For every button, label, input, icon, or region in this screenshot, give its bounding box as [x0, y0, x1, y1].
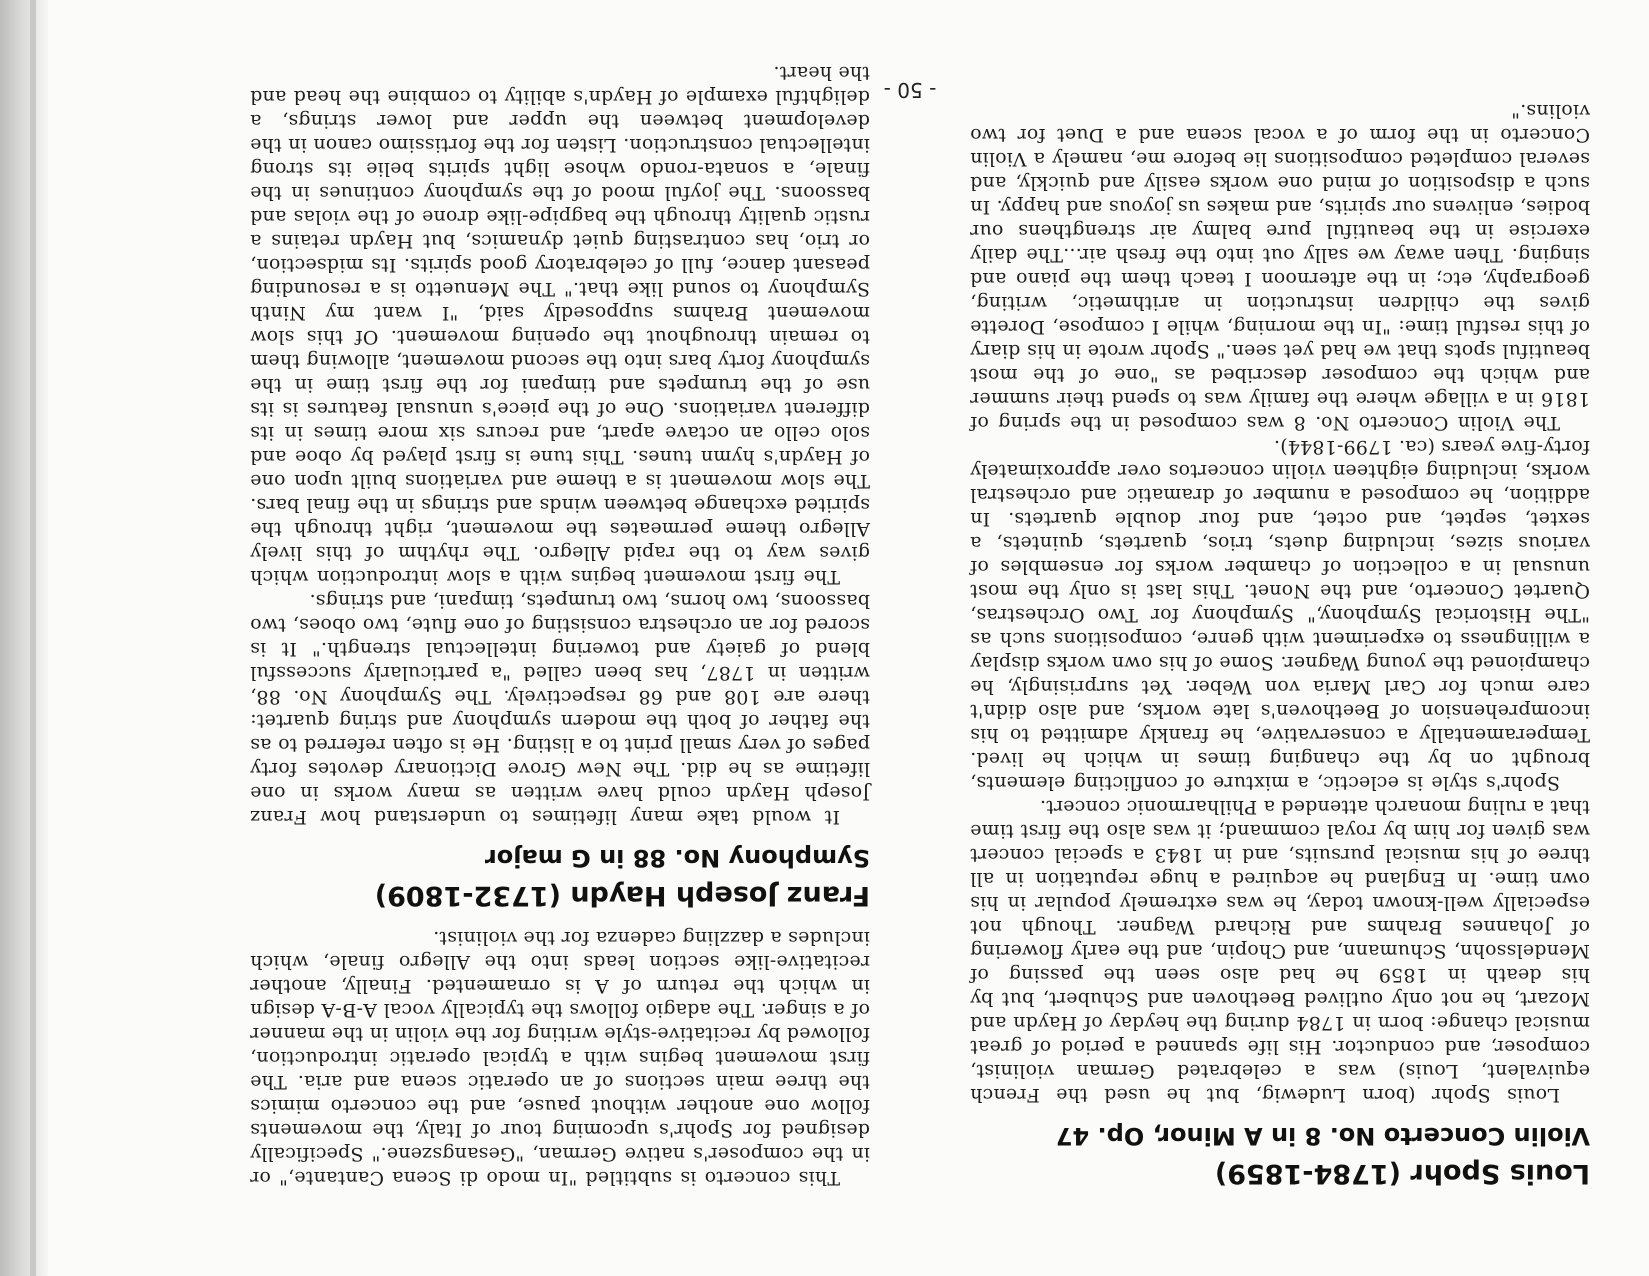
page-number: - 50 -	[883, 78, 937, 102]
haydn-composer-heading: Franz Joseph Haydn (1732-1809)	[374, 880, 870, 911]
program-notes-page	[70, 50, 1630, 1230]
spohr-paragraph-2: Spohr's style is eclectic, a mixture of conflicting elements, brought on by the changing times in which he lived. Temperamentally a conservative, he frankly admitted to his incomprehension of Beethoven's late works, and also didn't care much for Carl Maria von Weber. Yet surprisingly, he championed the young Wagner. Some of his own works display a willingness to experiment with genre, compositions such as "The Historical Symphony," Symphony for Two Orchestras, Quartet Concerto, and the Nonet. This last is only the most unusual in a collection of chamber works for ensembles of various sizes, including duets, trios, quartets, quintets, a sextet, septet, and octet, and four double quartets. In addition, he composed a number of dramatic and orchestral works, including eighteen violin concertos over approximately forty-five years (ca. 1799-1844).	[970, 436, 1590, 794]
spohr-composer-heading: Louis Spohr (1784-1859)	[1214, 1158, 1590, 1189]
binding-shadow	[0, 0, 48, 1276]
spohr-column	[970, 99, 1590, 1190]
spohr-paragraph-3: The Violin Concerto No. 8 was composed in the spring of 1816 in a village where the family was to spend their summer and which the composer described as "one of the most beautiful spots that we had yet seen." Spohr wrote in his diary of this restful time: "In the morning, while I compose, Dorette gives the children instruction in arithmetic, writing, geography, etc; in the afternoon I teach them the piano and singing. Then away we sally out into the fresh air...The daily exercise in the beautiful pure balmy air strengthens our bodies, enlivens our spirits, and makes us joyous and happy. In such a disposition of mind one works easily and quickly, and several completed compositions lie before me, namely a Violin Concerto in the form of a vocal scena and a Duet for two violins."	[970, 100, 1590, 434]
haydn-work-heading: Symphony No. 88 in G major	[484, 844, 870, 872]
haydn-paragraph-2: The first movement begins with a slow introduction which gives way to the rapid Allegro. The rhythm of this lively Allegro theme permeates the movement, right through the spirited exchange between winds and strings in the final bars. The slow movement is a theme and variations built upon one of Haydn's hymn tunes. This tune is first played by oboe and solo cello an octave apart, and recurs six more times in its different variations. One of the piece's unusual features is its use of the trumpets and timpani for the first time in the symphony forty bars into the second movement, allowing them to remain throughout the opening movement. Of this slow movement Brahms supposedly said, "I want my Ninth Symphony to sound like that." The Menuetto is a resounding peasant dance, full of celebratory good spirits. Its midsection, or trio, has contrasting quiet dynamics, but Haydn retains a rustic quality through the bagpipe-like drone of the violas and bassoons. The joyful mood of the symphony continues in the finale, a sonata-rondo whose light spirits belie its strong intellectual construction. Listen for the fortissimo canon in the development between the upper and lower strings, a delightful example of Haydn's ability to combine the head and the heart.	[250, 62, 870, 588]
spohr-paragraph-4: This concerto is subtitled "In modo di Scena Cantante," or in the composer's native German, "Gesangszene." Specifically designed for Spohr's upcoming tour of Italy, the movements follow one another without pause, and the concerto mimics the three main sections of an operatic scena and aria. The first movement begins with a typical operatic introduction, followed by recitative-style writing for the violin in the manner of a singer. The adagio follows the typically vocal A-B-A design in which the return of A is ornamented. Finally, another recitative-like section leads into the Allegro finale, which includes a dazzling cadenza for the violinist.	[250, 927, 870, 1189]
spohr-work-heading: Violin Concerto No. 8 in A Minor, Op. 47	[1055, 1122, 1590, 1150]
spohr-paragraph-1: Louis Spohr (born Ludewig, but he used the French equivalent, Louis) was a celebrated German violinist, composer, and conductor. His life spanned a period of great musical change: born in 1784 during the heyday of Haydn and Mozart, he not only outlived Beethoven and Schubert, but by his death in 1859 he had also seen the passing of Mendelssohn, Schumann, and Chopin, and the early flowering of Johannes Brahms and Richard Wagner. Though not especially well-known today, he was extremely popular in his own time. In England he acquired a huge reputation in all three of his musical pursuits, and in 1843 a special concert was given for him by royal command; it was also the first time that a ruling monarch attended a Philharmonic concert.	[970, 796, 1590, 1106]
spohr-haydn-column	[250, 61, 870, 1190]
haydn-paragraph-1: It would take many lifetimes to understand how Franz Joseph Haydn could have written as many works in one lifetime as he did. The New Grove Dictionary devotes forty pages of very small print to a listing. He is often referred to as the father of both the modern symphony and string quartet: there are 108 and 68 respectively. The Symphony No. 88, written in 1787, has been called "a particularly successful blend of gaiety and towering intellectual strength." It is scored for an orchestra consisting of one flute, two oboes, two bassoons, two horns, two trumpets, timpani, and strings.	[250, 590, 870, 828]
